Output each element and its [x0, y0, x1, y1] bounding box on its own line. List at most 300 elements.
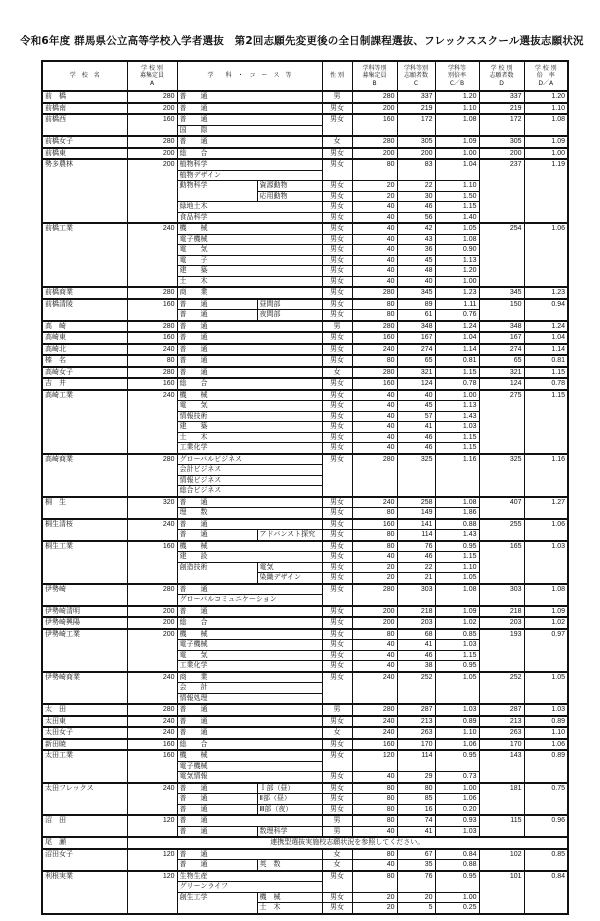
school-applicants-d: 303	[479, 584, 524, 606]
school-ratio-da: 1.08	[524, 584, 568, 606]
course-row	[42, 148, 568, 160]
course-row	[42, 287, 568, 299]
ratio-cb-value: 0.88	[435, 860, 479, 871]
sub-course-name: 昼間部	[257, 299, 322, 310]
quota-b-value: 40	[352, 245, 397, 256]
sex-value: 男女	[322, 390, 352, 401]
course-name: 普 通	[177, 91, 322, 103]
course-name: 普 通	[177, 355, 322, 367]
course-name: 電 気	[177, 650, 322, 661]
quota-b-value: 20	[352, 191, 397, 202]
course-row	[42, 378, 568, 390]
sex-value: 男女	[322, 332, 352, 344]
ratio-cb-value: 0.88	[435, 519, 479, 530]
school-name: 高崎女子	[42, 367, 127, 379]
school-quota-a: 280	[127, 91, 177, 103]
school-quota-a: 120	[127, 815, 177, 837]
ratio-cb-value: 1.05	[435, 573, 479, 584]
quota-b-value: 80	[352, 530, 397, 541]
school-name: 伊勢崎商業	[42, 672, 127, 705]
sex-value: 男女	[322, 650, 352, 661]
ratio-cb-value: 1.24	[435, 321, 479, 333]
ratio-cb-value: 1.40	[435, 212, 479, 223]
quota-b-value: 280	[352, 584, 397, 606]
course-name: 土 木	[177, 432, 322, 443]
sex-value: 男	[322, 815, 352, 826]
sub-course-name: 土 木	[257, 903, 322, 914]
sex-value: 男女	[322, 584, 352, 606]
applicants-c-value: 337	[397, 91, 435, 103]
school-quota-a: 200	[127, 103, 177, 115]
school-quota-a: 240	[127, 390, 177, 454]
quota-b-value: 280	[352, 367, 397, 379]
quota-b-value: 80	[352, 629, 397, 640]
applicants-c-value: 114	[397, 750, 435, 772]
quota-b-value: 280	[352, 91, 397, 103]
school-name: 太田工業	[42, 750, 127, 783]
ratio-cb-value: 1.15	[435, 202, 479, 213]
course-row	[42, 114, 568, 125]
school-name: 伊勢崎工業	[42, 629, 127, 672]
quota-b-value: 280	[352, 136, 397, 148]
course-name: 機 械	[177, 629, 322, 640]
sex-value: 男女	[322, 530, 352, 541]
applicants-c-value: 45	[397, 255, 435, 266]
ratio-cb-value: 1.05	[435, 672, 479, 705]
sex-value: 男	[322, 826, 352, 837]
applicants-c-value: 274	[397, 344, 435, 356]
course-name: 普 通	[177, 103, 322, 115]
ratio-cb-value: 1.00	[435, 148, 479, 160]
school-ratio-da: 1.16	[524, 454, 568, 497]
ratio-cb-value: 1.08	[435, 114, 479, 136]
course-row	[42, 223, 568, 234]
applicants-c-value: 5	[397, 903, 435, 914]
sex-value: 男女	[322, 344, 352, 356]
application-status-table	[41, 60, 569, 915]
course-row	[42, 390, 568, 401]
header-ratio-cb: 学科等 別倍率 C／B	[435, 61, 479, 91]
quota-b-value: 280	[352, 287, 397, 299]
course-name: 普 通	[177, 849, 322, 860]
sex-value: 男女	[322, 255, 352, 266]
school-ratio-da: 1.02	[524, 617, 568, 629]
sex-value: 男女	[322, 401, 352, 412]
ratio-cb-value: 0.25	[435, 903, 479, 914]
applicants-c-value: 345	[397, 287, 435, 299]
applicants-c-value: 141	[397, 519, 435, 530]
course-name: 建 築	[177, 422, 322, 433]
school-applicants-d: 325	[479, 454, 524, 497]
applicants-c-value: 29	[397, 772, 435, 783]
sex-value: 男女	[322, 212, 352, 223]
school-quota-a: 200	[127, 148, 177, 160]
school-name: 前橋南	[42, 103, 127, 115]
sex-value: 男女	[322, 432, 352, 443]
school-name: 利根実業	[42, 871, 127, 914]
quota-b-value: 40	[352, 422, 397, 433]
applicants-c-value: 170	[397, 739, 435, 751]
sex-value: 男女	[322, 223, 352, 234]
course-row	[42, 541, 568, 552]
sex-value: 男女	[322, 739, 352, 751]
sex-value: 男女	[322, 114, 352, 136]
school-name: 前橋清陵	[42, 299, 127, 321]
school-applicants-d: 305	[479, 136, 524, 148]
sub-course-name: 英 数	[257, 860, 322, 871]
school-ratio-da: 1.27	[524, 497, 568, 519]
school-applicants-d: 102	[479, 849, 524, 871]
course-name: 生物生産	[177, 871, 322, 882]
quota-b-value: 80	[352, 508, 397, 519]
course-name: 植物科学	[177, 159, 322, 170]
ratio-cb-value: 1.50	[435, 191, 479, 202]
ratio-cb-value: 1.43	[435, 411, 479, 422]
course-name: 情報処理	[177, 693, 322, 704]
quota-b-value: 40	[352, 390, 397, 401]
course-row	[42, 727, 568, 739]
applicants-c-value: 287	[397, 704, 435, 716]
quota-b-value: 20	[352, 892, 397, 903]
course-name: 土 木	[177, 276, 322, 287]
quota-b-value: 80	[352, 541, 397, 552]
applicants-c-value: 67	[397, 849, 435, 860]
sub-course-name: 機 械	[257, 892, 322, 903]
school-applicants-d: 345	[479, 287, 524, 299]
applicants-c-value: 68	[397, 629, 435, 640]
quota-b-value: 200	[352, 148, 397, 160]
course-row	[42, 344, 568, 356]
applicants-c-value: 149	[397, 508, 435, 519]
ratio-cb-value: 1.06	[435, 794, 479, 805]
applicants-c-value: 218	[397, 606, 435, 618]
sub-course-name: Ｉ部（昼）	[257, 783, 322, 794]
school-applicants-d: 165	[479, 541, 524, 584]
applicants-c-value: 74	[397, 815, 435, 826]
applicants-c-value: 80	[397, 783, 435, 794]
sex-value: 男女	[322, 541, 352, 552]
ratio-cb-value: 1.09	[435, 136, 479, 148]
sex-value: 男女	[322, 497, 352, 508]
quota-b-value: 240	[352, 344, 397, 356]
school-quota-a: 240	[127, 727, 177, 739]
sex-value: 男女	[322, 234, 352, 245]
course-name: 電 子	[177, 255, 322, 266]
course-name: 情報技術	[177, 411, 322, 422]
school-applicants-d: 170	[479, 739, 524, 751]
school-name: 高崎東	[42, 332, 127, 344]
sex-value: 男女	[322, 783, 352, 794]
quota-b-value: 40	[352, 234, 397, 245]
ratio-cb-value: 1.20	[435, 91, 479, 103]
course-name: 普 通	[177, 860, 257, 871]
ratio-cb-value: 1.05	[435, 223, 479, 234]
course-row	[42, 704, 568, 716]
course-name: 建 築	[177, 266, 322, 277]
applicants-c-value: 76	[397, 871, 435, 893]
applicants-c-value: 30	[397, 191, 435, 202]
course-name: 会 計	[177, 683, 322, 694]
header-sex: 性 別	[322, 61, 352, 91]
school-applicants-d: 254	[479, 223, 524, 287]
applicants-c-value: 57	[397, 411, 435, 422]
quota-b-value: 40	[352, 276, 397, 287]
applicants-c-value: 21	[397, 573, 435, 584]
ratio-cb-value: 1.09	[435, 606, 479, 618]
applicants-c-value: 167	[397, 332, 435, 344]
sex-value: 男女	[322, 148, 352, 160]
header-quota-b: 学科等別 募集定員 B	[352, 61, 397, 91]
school-ratio-da: 1.06	[524, 739, 568, 751]
quota-b-value: 20	[352, 181, 397, 192]
school-ratio-da: 1.00	[524, 148, 568, 160]
course-row	[42, 136, 568, 148]
sub-course-name: Ⅱ部（昼）	[257, 794, 322, 805]
course-row	[42, 871, 568, 882]
course-row	[42, 454, 568, 465]
school-name: 太 田	[42, 704, 127, 716]
course-name: 植物デザイン	[177, 170, 322, 181]
sex-value: 男女	[322, 355, 352, 367]
course-row	[42, 584, 568, 595]
sex-value: 男女	[322, 454, 352, 497]
quota-b-value: 200	[352, 606, 397, 618]
applicants-c-value: 124	[397, 378, 435, 390]
quota-b-value: 40	[352, 772, 397, 783]
ratio-cb-value: 0.81	[435, 355, 479, 367]
course-row	[42, 815, 568, 826]
school-applicants-d: 252	[479, 672, 524, 705]
quota-b-value: 40	[352, 661, 397, 672]
school-quota-a: 80	[127, 355, 177, 367]
ratio-cb-value: 1.03	[435, 422, 479, 433]
quota-b-value: 40	[352, 552, 397, 563]
school-quota-a: 200	[127, 159, 177, 223]
course-row	[42, 103, 568, 115]
sex-value: 男女	[322, 299, 352, 310]
ratio-cb-value: 1.04	[435, 159, 479, 181]
school-quota-a: 280	[127, 287, 177, 299]
course-row	[42, 355, 568, 367]
school-name: 高崎工業	[42, 390, 127, 454]
course-row	[42, 519, 568, 530]
school-applicants-d: 275	[479, 390, 524, 454]
quota-b-value: 40	[352, 860, 397, 871]
course-name: 電気情報	[177, 772, 322, 783]
applicants-c-value: 40	[397, 276, 435, 287]
ratio-cb-value: 1.11	[435, 299, 479, 310]
sex-value: 男女	[322, 552, 352, 563]
course-name: 普 通	[177, 584, 322, 595]
ratio-cb-value: 0.76	[435, 310, 479, 321]
sex-value: 女	[322, 727, 352, 739]
quota-b-value: 40	[352, 411, 397, 422]
quota-b-value: 240	[352, 727, 397, 739]
sub-course-name: 数理科学	[257, 826, 322, 837]
school-ratio-da: 0.89	[524, 716, 568, 728]
course-row	[42, 332, 568, 344]
ratio-cb-value: 1.03	[435, 704, 479, 716]
applicants-c-value: 20	[397, 892, 435, 903]
course-name: 商 業	[177, 287, 322, 299]
quota-b-value: 80	[352, 299, 397, 310]
applicants-c-value: 46	[397, 202, 435, 213]
sex-value: 女	[322, 860, 352, 871]
course-name: 普 通	[177, 530, 257, 541]
applicants-c-value: 41	[397, 422, 435, 433]
applicants-c-value: 35	[397, 860, 435, 871]
course-name: 総 合	[177, 378, 322, 390]
course-name: 機 械	[177, 390, 322, 401]
school-name: 伊勢崎興陽	[42, 617, 127, 629]
quota-b-value: 40	[352, 650, 397, 661]
school-ratio-da: 0.81	[524, 355, 568, 367]
applicants-c-value: 16	[397, 804, 435, 815]
quota-b-value: 40	[352, 826, 397, 837]
school-applicants-d: 219	[479, 103, 524, 115]
ratio-cb-value: 1.16	[435, 454, 479, 497]
sub-course-name: 応用動物	[257, 191, 322, 202]
school-applicants-d: 287	[479, 704, 524, 716]
school-applicants-d: 255	[479, 519, 524, 541]
school-ratio-da: 1.15	[524, 390, 568, 454]
school-ratio-da: 1.04	[524, 332, 568, 344]
course-row	[42, 739, 568, 751]
ratio-cb-value: 1.00	[435, 390, 479, 401]
applicants-c-value: 46	[397, 650, 435, 661]
quota-b-value: 80	[352, 794, 397, 805]
school-ratio-da: 0.97	[524, 629, 568, 672]
header-school: 学 校 名	[42, 61, 127, 91]
school-quota-a: 200	[127, 629, 177, 672]
school-ratio-da: 0.96	[524, 815, 568, 837]
course-name: 機 械	[177, 541, 322, 552]
school-name: 伊勢崎清明	[42, 606, 127, 618]
school-applicants-d: 193	[479, 629, 524, 672]
school-applicants-d: 200	[479, 148, 524, 160]
sex-value: 男女	[322, 181, 352, 192]
header-quota-a: 学 校 別 募集定員 A	[127, 61, 177, 91]
course-name: 総合ビジネス	[177, 486, 322, 497]
ratio-cb-value: 1.08	[435, 234, 479, 245]
applicants-c-value: 89	[397, 299, 435, 310]
school-ratio-da: 1.10	[524, 727, 568, 739]
quota-b-value: 40	[352, 443, 397, 454]
course-name: 普 通	[177, 299, 257, 310]
course-name: 総 合	[177, 739, 322, 751]
school-name: 勢多農林	[42, 159, 127, 223]
school-applicants-d: 274	[479, 344, 524, 356]
school-quota-a: 120	[127, 871, 177, 914]
course-row	[42, 321, 568, 333]
ratio-cb-value: 0.95	[435, 661, 479, 672]
sex-value: 男女	[322, 794, 352, 805]
sex-value: 男女	[322, 422, 352, 433]
course-name: 動物科学	[177, 181, 257, 202]
school-ratio-da: 1.06	[524, 519, 568, 541]
course-name: 商 業	[177, 672, 322, 683]
sex-value: 男女	[322, 443, 352, 454]
school-quota-a: 320	[127, 497, 177, 519]
school-name: 太田フレックス	[42, 783, 127, 816]
quota-b-value: 200	[352, 617, 397, 629]
course-name: 普 通	[177, 519, 322, 530]
ratio-cb-value: 1.03	[435, 826, 479, 837]
applicants-c-value: 40	[397, 390, 435, 401]
quota-b-value: 80	[352, 355, 397, 367]
course-row	[42, 750, 568, 761]
sex-value: 男	[322, 704, 352, 716]
sex-value: 男女	[322, 871, 352, 893]
school-applicants-d: 124	[479, 378, 524, 390]
header-applicants-c: 学科等別 志願者数 C	[397, 61, 435, 91]
course-name: グローバルビジネス	[177, 454, 322, 465]
school-applicants-d: 218	[479, 606, 524, 618]
sex-value: 男女	[322, 519, 352, 530]
applicants-c-value: 258	[397, 497, 435, 508]
course-name: グリーンライフ	[177, 882, 322, 893]
sex-value: 男女	[322, 716, 352, 728]
applicants-c-value: 321	[397, 367, 435, 379]
school-quota-a: 240	[127, 716, 177, 728]
course-name: 普 通	[177, 716, 322, 728]
school-quota-a: 160	[127, 332, 177, 344]
sex-value: 男	[322, 321, 352, 333]
applicants-c-value: 219	[397, 103, 435, 115]
course-row	[42, 367, 568, 379]
course-name: 電子機械	[177, 640, 322, 651]
school-ratio-da: 0.94	[524, 299, 568, 321]
course-name: 総 合	[177, 617, 322, 629]
sex-value: 女	[322, 136, 352, 148]
course-name: 食品科学	[177, 212, 322, 223]
sex-value: 男女	[322, 159, 352, 181]
school-quota-a: 160	[127, 114, 177, 136]
applicants-c-value: 48	[397, 266, 435, 277]
ratio-cb-value: 1.13	[435, 255, 479, 266]
applicants-c-value: 41	[397, 640, 435, 651]
sex-value: 男女	[322, 245, 352, 256]
school-ratio-da: 1.23	[524, 287, 568, 299]
sub-course-name: 資源動物	[257, 181, 322, 192]
school-applicants-d: 203	[479, 617, 524, 629]
sex-value: 男女	[322, 804, 352, 815]
applicants-c-value: 172	[397, 114, 435, 136]
course-row	[42, 716, 568, 728]
school-ratio-da: 1.06	[524, 223, 568, 287]
sex-value: 男女	[322, 103, 352, 115]
quota-b-value: 40	[352, 202, 397, 213]
table-body	[42, 91, 568, 914]
applicants-c-value: 46	[397, 432, 435, 443]
course-row	[42, 299, 568, 310]
applicants-c-value: 200	[397, 148, 435, 160]
school-name: 沼田女子	[42, 849, 127, 871]
school-ratio-da: 1.14	[524, 344, 568, 356]
school-quota-a: 280	[127, 454, 177, 497]
quota-b-value: 80	[352, 849, 397, 860]
quota-b-value: 160	[352, 114, 397, 136]
course-name: 普 通	[177, 332, 322, 344]
course-name: 普 通	[177, 367, 322, 379]
school-ratio-da: 1.03	[524, 704, 568, 716]
course-name: 普 通	[177, 727, 322, 739]
sex-value: 男女	[322, 573, 352, 584]
quota-b-value: 120	[352, 750, 397, 772]
school-name: 前橋工業	[42, 223, 127, 287]
school-applicants-d: 213	[479, 716, 524, 728]
course-name: 国 際	[177, 125, 322, 136]
